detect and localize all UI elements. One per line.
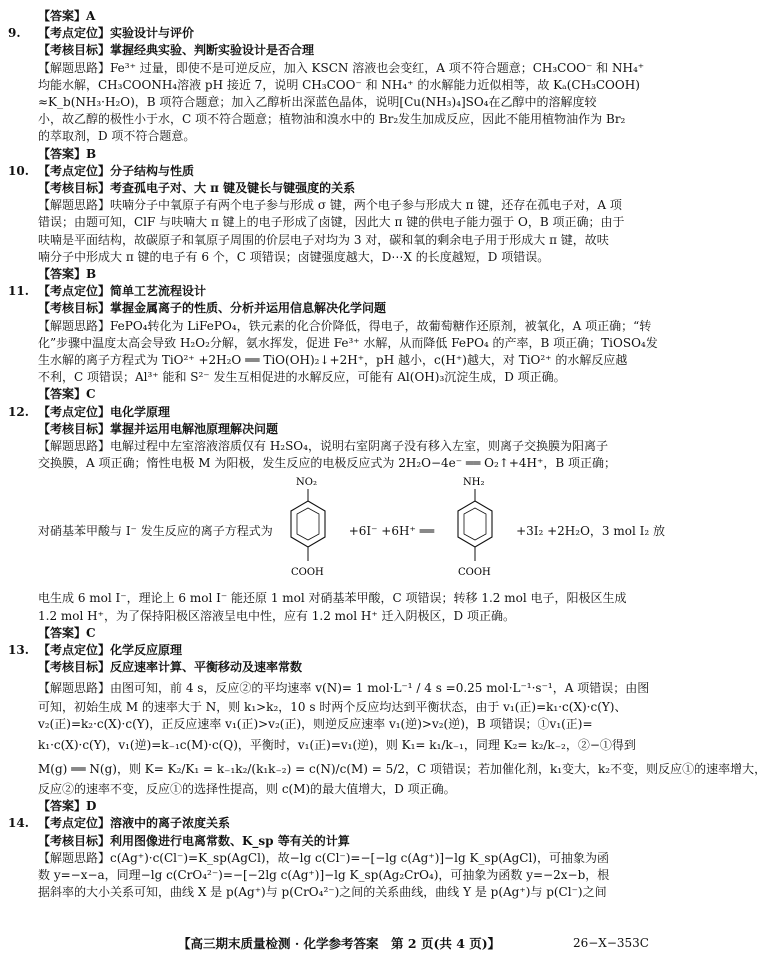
topic-position: 【考点定位】电化学原理 xyxy=(38,404,171,419)
solution-line: 数 y=−x−a，同理−lg c(CrO₄²⁻)=−[−2lg c(Ag⁺)]−lg K_sp(Ag₂CrO₄)，可抽象为函数 y=−2x−b，根 xyxy=(38,867,610,882)
answer-a: 【答案】A xyxy=(38,9,96,23)
equation-left-text: 对硝基苯甲酸与 I⁻ 发生反应的离子方程式为 xyxy=(38,523,273,538)
solution-line: 1.2 mol H⁺，为了保持阳极区溶液呈电中性，应有 1.2 mol H⁺ 迁入阴极区，D 项正确。 xyxy=(38,608,515,623)
exam-target: 【考核目标】反应速率计算、平衡移动及速率常数 xyxy=(38,660,303,675)
solution-line: 【解题思路】c(Ag⁺)·c(Cl⁻)=K_sp(AgCl)，故−lg c(Cl⁻)=−[−lg c(Ag⁺)]−lg K_sp(AgCl)，可抽象为函 xyxy=(38,850,609,865)
nitro-group-label: NO₂ xyxy=(295,477,317,489)
question-number: 14. xyxy=(8,816,29,831)
footer-code: 26−X−353C xyxy=(572,936,649,950)
solution-line: v₂(正)=k₂·c(X)·c(Y)，正反应速率 v₁(正)>v₂(正)，则逆反应速率 v₁(逆)>v₂(逆)，B 项错误；①v₁(正)= xyxy=(38,716,593,731)
solution-line: 可知，初始生成 M 的速率大于 N，则 k₁>k₂，10 s 时两个反应均达到平衡状态，由于 v₁(正)=k₁·c(X)·c(Y)、 xyxy=(38,699,627,714)
solution-line: 生水解的离子方程式为 TiO²⁺ +2H₂O ══ TiO(OH)₂↓+2H⁺，pH 越小，c(H⁺)越大，对 TiO²⁺ 的水解反应越 xyxy=(38,353,628,368)
solution-line: 反应②的速率不变，反应①的选择性提高，则 c(M)的最大值增大，D 项正确。 xyxy=(38,781,456,796)
answer: 【答案】B xyxy=(38,146,97,161)
equation-mid-text: +6I⁻ +6H⁺ ══ xyxy=(348,523,435,538)
solution-line: ≈K_b(NH₃·H₂O)，B 项符合题意；加入乙醇析出深蓝色晶体，说明[Cu(NH₃)₄]SO₄在乙醇中的溶解度较 xyxy=(38,95,597,110)
solution-line: 呋喃是平面结构，故碳原子和氧原子周围的价层电子对均为 3 对，碳和氧的剩余电子用于形成大 π 键，故呋 xyxy=(38,232,609,247)
topic-position: 【考点定位】简单工艺流程设计 xyxy=(38,284,207,299)
solution-line: 【解题思路】电解过程中左室溶液溶质仅有 H₂SO₄，说明右室阴离子没有移入左室，则离子交换膜为阳离子 xyxy=(38,439,608,454)
question-number: 11. xyxy=(8,284,29,299)
solution-line: 的萃取剂，D 项不符合题意。 xyxy=(38,129,196,144)
topic-position: 【考点定位】实验设计与评价 xyxy=(38,26,195,41)
aminobenzoic-acid-structure xyxy=(440,475,510,587)
answer: 【答案】D xyxy=(38,799,97,814)
solution-line: 【解题思路】呋喃分子中氧原子有两个电子参与形成 σ 键，两个电子参与形成大 π 键，还存在孤电子对，A 项 xyxy=(38,198,622,213)
solution-line: k₁·c(X)·c(Y)，v₁(逆)=k₋₁c(M)·c(Q)，平衡时，v₁(正)=v₁(逆)，则 K₁= k₁/k₋₁，同理 K₂= k₂/k₋₂，②−①得到 xyxy=(38,737,636,752)
question-11 xyxy=(8,283,670,403)
reaction-equation xyxy=(8,472,670,590)
question-12 xyxy=(8,404,670,642)
solution-line: 【解题思路】Fe³⁺ 过量，即使不是可逆反应，加入 KSCN 溶液也会变红，A 项不符合题意；CH₃COO⁻ 和 NH₄⁺ xyxy=(38,60,645,75)
solution-line: 错误；由题可知，ClF 与呋喃大 π 键上的电子形成了卤键，因此大 π 键的供电子能力强于 O，B 项正确；由于 xyxy=(38,215,625,230)
amino-group-label: NH₂ xyxy=(463,477,485,489)
topic-position: 【考点定位】溶液中的离子浓度关系 xyxy=(38,816,231,831)
exam-target: 【考核目标】掌握并运用电解池原理解决问题 xyxy=(38,421,279,436)
footer-title: 【高三期末质量检测 · 化学参考答案 第 2 页(共 4 页)】 xyxy=(178,936,501,951)
question-10 xyxy=(8,163,670,283)
solution-line: 据斜率的大小关系可知，曲线 X 是 p(Ag⁺)与 p(CrO₄²⁻)之间的关系曲线，曲线 Y 是 p(Ag⁺)与 p(Cl⁻)之间 xyxy=(38,885,607,900)
exam-target: 【考核目标】考查孤电子对、大 π 键及键长与键强度的关系 xyxy=(38,181,356,196)
solution-line: M(g) ══ N(g)，则 K= K₂/K₁ = k₋₁k₂/(k₁k₋₂) = c(N)/c(M) = 5/2，C 项错误；若加催化剂，k₁变大，k₂不变，则反应①的速率增大， xyxy=(38,761,766,776)
solution-line: 【解题思路】FePO₄转化为 LiFePO₄，铁元素的化合价降低，得电子，故葡萄糖作还原剂，被氧化，A 项正确；“转 xyxy=(38,318,652,333)
page-footer xyxy=(0,935,677,955)
solution-line: 【解题思路】由图可知，前 4 s，反应②的平均速率 v(N)= 1 mol·L⁻¹ / 4 s =0.25 mol·L⁻¹·s⁻¹，A 项错误；由图 xyxy=(38,680,650,695)
carboxyl-group-label: COOH xyxy=(458,567,491,579)
exam-target: 【考核目标】利用图像进行电离常数、K_sp 等有关的计算 xyxy=(38,833,350,848)
solution-line: 小，故乙醇的极性小于水，C 项不符合题意；植物油和溴水中的 Br₂发生加成反应，因此不能用植物油作为 Br₂ xyxy=(38,112,626,127)
question-14 xyxy=(8,815,670,901)
question-number: 9. xyxy=(8,26,21,41)
solution-line: 交换膜，A 项正确；惰性电极 M 为阳极，发生反应的电极反应式为 2H₂O−4e⁻ ══ O₂↑+4H⁺，B 项正确； xyxy=(38,456,616,471)
solution-line: 均能水解，CH₃COONH₄溶液 pH 接近 7，说明 CH₃COO⁻ 和 NH₄⁺ 的水解能力近似相等，故 Kₐ(CH₃COOH) xyxy=(38,77,640,92)
question-number: 10. xyxy=(8,163,29,178)
exam-target: 【考核目标】掌握金属离子的性质、分析并运用信息解决化学问题 xyxy=(38,301,387,316)
solution-line: 喃分子中形成大 π 键的电子有 6 个，C 项错误；卤键强度越大，D⋯X 的长度越短，D 项错误。 xyxy=(38,249,550,264)
page-content xyxy=(8,8,766,901)
solution-line: 电生成 6 mol I⁻，理论上 6 mol I⁻ 能还原 1 mol 对硝基苯甲酸，C 项错误；转移 1.2 mol 电子，阳极区生成 xyxy=(38,591,627,606)
solution-line: 不利，C 项错误；Al³⁺ 能和 S²⁻ 发生互相促进的水解反应，可能有 Al(OH)₃沉淀生成，D 项正确。 xyxy=(38,370,566,385)
answer: 【答案】B xyxy=(38,267,97,282)
nitrobenzoic-acid-structure xyxy=(273,475,343,587)
topic-position: 【考点定位】分子结构与性质 xyxy=(38,163,195,178)
solution-line: 化”步骤中温度太高会导致 H₂O₂分解，氨水挥发，促进 Fe³⁺ 水解，从而降低 FePO₄ 的产率，B 项正确；TiOSO₄发 xyxy=(38,335,658,350)
question-number: 12. xyxy=(8,404,29,419)
answer: 【答案】C xyxy=(38,387,96,402)
answer: 【答案】C xyxy=(38,625,96,640)
question-number: 13. xyxy=(8,643,29,658)
carboxyl-group-label: COOH xyxy=(290,567,324,579)
question-9 xyxy=(8,25,670,163)
topic-position: 【考点定位】化学反应原理 xyxy=(38,643,183,658)
equation-right-text: +3I₂ +2H₂O，3 mol I₂ 放 xyxy=(516,523,665,538)
exam-target: 【考核目标】掌握经典实验、判断实验设计是否合理 xyxy=(38,43,315,58)
question-13 xyxy=(8,642,766,815)
